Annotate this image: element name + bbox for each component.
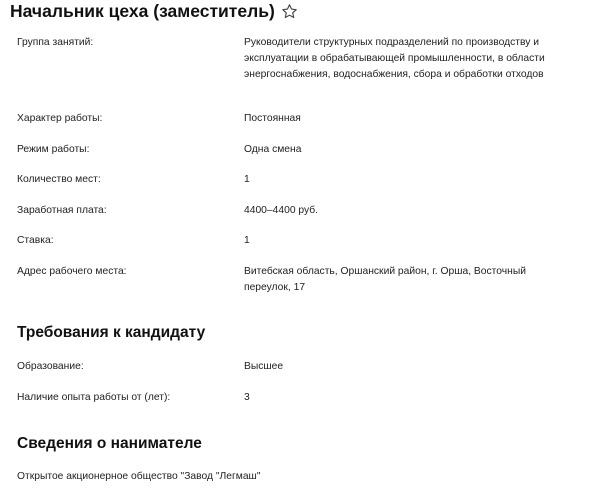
- requirement-value: Высшее: [244, 361, 284, 372]
- requirement-value: 3: [244, 392, 250, 403]
- detail-value: 1: [244, 235, 250, 246]
- detail-label: Ставка:: [17, 235, 54, 246]
- title-row: [10, 0, 298, 22]
- star-outline-icon[interactable]: [281, 3, 298, 20]
- employer-name: Открытое акционерное общество "Завод "Легмаш": [17, 471, 261, 482]
- requirement-label: Образование:: [17, 361, 84, 372]
- detail-value: 4400–4400 руб.: [244, 205, 319, 216]
- detail-value: Витебская область, Оршанский район, г. Орша, Восточный переулок, 17: [244, 266, 526, 293]
- detail-value: Постоянная: [244, 113, 301, 124]
- detail-label: Режим работы:: [17, 144, 90, 155]
- vacancy-title: Начальник цеха (заместитель): [10, 0, 275, 21]
- detail-value: Руководители структурных подразделений по производству и эксплуатации в обрабатывающей промышленности, в области энергоснабжения, водоснабжения, сбора и обработки отходов: [244, 37, 545, 80]
- detail-label: Заработная плата:: [17, 205, 107, 216]
- detail-label: Характер работы:: [17, 113, 103, 124]
- detail-label: Количество мест:: [17, 174, 101, 185]
- requirements-section-title: Требования к кандидату: [17, 324, 206, 341]
- detail-value: Одна смена: [244, 144, 302, 155]
- requirement-label: Наличие опыта работы от (лет):: [17, 392, 171, 403]
- detail-label: Адрес рабочего места:: [17, 266, 127, 277]
- detail-value: 1: [244, 174, 250, 185]
- detail-label: Группа занятий:: [17, 37, 94, 48]
- employer-section-title: Сведения о нанимателе: [17, 435, 202, 452]
